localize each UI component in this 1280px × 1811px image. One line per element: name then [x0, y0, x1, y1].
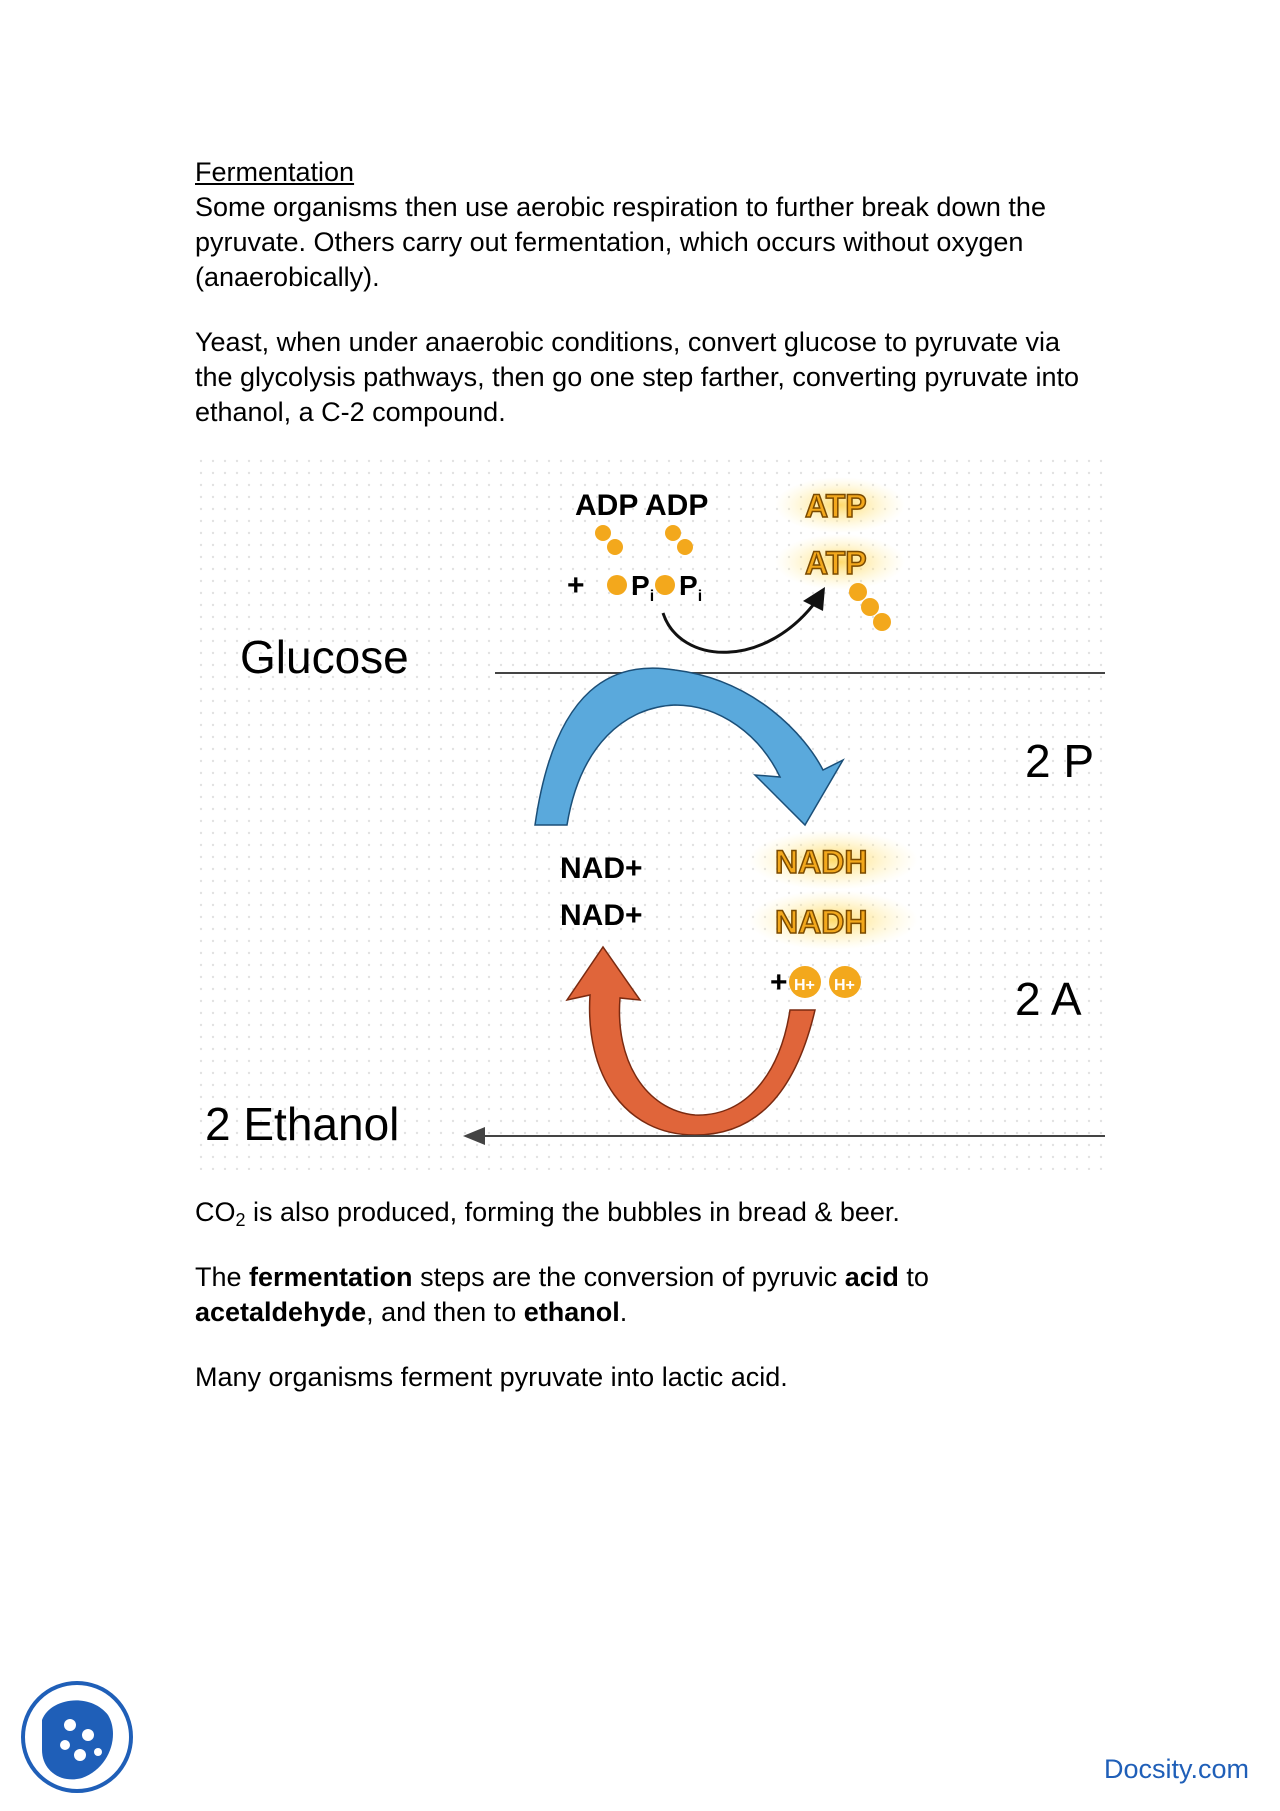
proton-label: H+ [794, 977, 815, 994]
proton-label: H+ [834, 977, 855, 994]
section-heading: Fermentation [195, 157, 355, 187]
diagram-background [195, 455, 1105, 1170]
paragraph-intro: Some organisms then use aerobic respiration to further break down the pyruvate. Others carry out fermentation, which occurs without oxygen (anaerobically). [195, 192, 1046, 292]
fermentation-diagram [195, 455, 1115, 1170]
atp-label: ATP [805, 488, 867, 524]
phosphate-ball [607, 575, 627, 595]
acetaldehyde-label: 2 A [1015, 973, 1082, 1025]
nad-label: NAD+ [560, 852, 643, 885]
plus-sign: + [770, 966, 788, 999]
ethanol-label: 2 Ethanol [205, 1098, 400, 1150]
adp-label: ADP [645, 489, 709, 522]
phosphate-label: $P_i$ [631, 570, 655, 605]
glucose-label: Glucose [240, 631, 409, 683]
paragraph-lactic: Many organisms ferment pyruvate into lactic acid. [195, 1362, 788, 1392]
nadh-label: NADH [775, 904, 868, 940]
phosphate-ball [655, 575, 675, 595]
paragraph-yeast: Yeast, when under anaerobic conditions, convert glucose to pyruvate via the glycolysis pathways, then go one step farther, converting pyruvate into ethanol, a C-2 compound. [195, 327, 1080, 427]
nadh-label: NADH [775, 844, 868, 880]
nad-label: NAD+ [560, 899, 643, 932]
docsity-brand-link[interactable]: Docsity.com [1104, 1754, 1250, 1784]
paragraph-co2: $CO_2$ is also produced, forming the bubbles in bread & beer. [195, 1197, 900, 1230]
plus-sign: + [567, 569, 585, 602]
pyruvate-label: 2 P [1025, 735, 1095, 787]
phosphate-label: $P_i$ [679, 570, 703, 605]
paragraph-fermentation-steps: The fermentation steps are the conversion of pyruvic acid to acetaldehyde, and then to ethanol. [195, 1262, 929, 1327]
docsity-logo-icon [20, 1680, 135, 1795]
adp-label: ADP [575, 489, 639, 522]
atp-label: ATP [805, 545, 867, 581]
